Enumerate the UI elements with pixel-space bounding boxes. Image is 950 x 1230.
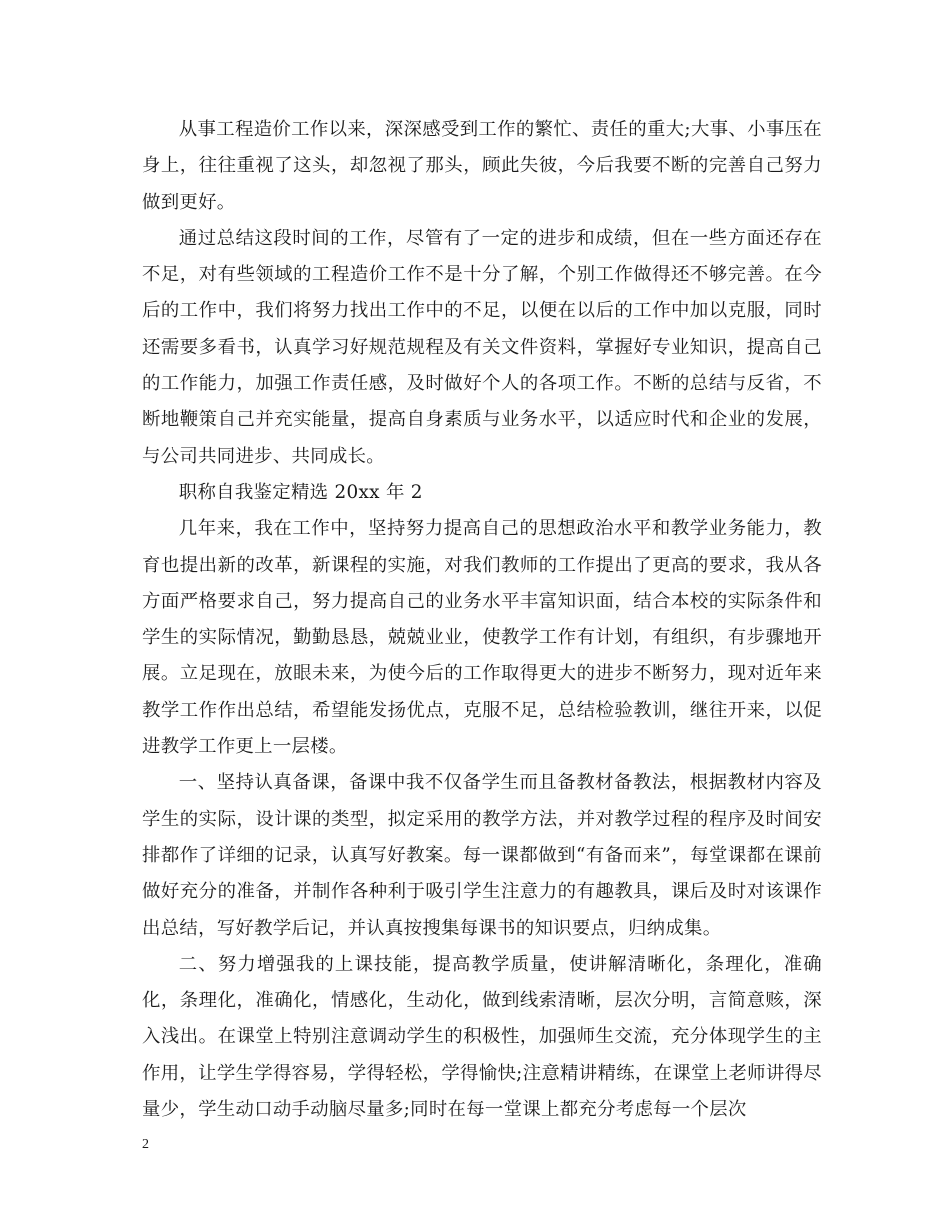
paragraph-work-summary: 通过总结这段时间的工作，尽管有了一定的进步和成绩，但在一些方面还存在不足，对有些领域的工程造价工作不是十分了解，个别工作做得还不够完善。在今后的工作中，我们将努力找出工作中的不足，以便在以后的工作中加以克服，同时还需要多看书，认真学习好规范规程及有关文件资料，掌握好专业知识，提高自己的工作能力，加强工作责任感，及时做好个人的各项工作。不断的总结与反省，不断地鞭策自己并充实能量，提高自身素质与业务水平，以适应时代和企业的发展，与公司共同进步、共同成长。 xyxy=(142,227,822,467)
paragraph-cost-work-intro: 从事工程造价工作以来，深深感受到工作的繁忙、责任的重大;大事、小事压在身上，往往重视了这头，却忽视了那头，顾此失彼，今后我要不断的完善自己努力做到更好。 xyxy=(142,119,822,213)
document-body xyxy=(142,112,822,1128)
page-number: 2 xyxy=(142,1137,149,1152)
paragraph-teaching-skills: 二、努力增强我的上课技能，提高教学质量，使讲解清晰化，条理化，准确化，条理化，准确化，情感化，生动化，做到线索清晰，层次分明，言简意赅，深入浅出。在课堂上特别注意调动学生的积极性，加强师生交流，充分体现学生的主作用，让学生学得容易，学得轻松，学得愉快;注意精讲精练，在课堂上老师讲得尽量少，学生动口动手动脑尽量多;同时在每一堂课上都充分考虑每一个层次 xyxy=(142,953,822,1121)
paragraph-lesson-preparation: 一、坚持认真备课，备课中我不仅备学生而且备教材备教法，根据教材内容及学生的实际，设计课的类型，拟定采用的教学方法，并对教学过程的程序及时间安排都作了详细的记录，认真写好教案。每一课都做到“有备而来”，每堂课都在课前做好充分的准备，并制作各种利于吸引学生注意力的有趣教具，课后及时对该课作出总结，写好教学后记，并认真按搜集每课书的知识要点，归纳成集。 xyxy=(142,772,822,939)
section-heading: 职称自我鉴定精选 20xx 年 2 xyxy=(178,481,423,503)
paragraph-teaching-overview: 几年来，我在工作中，坚持努力提高自己的思想政治水平和教学业务能力，教育也提出新的改革，新课程的实施，对我们教师的工作提出了更高的要求，我从各方面严格要求自己，努力提高自己的业务水平丰富知识面，结合本校的实际条件和学生的实际情况，勤勤恳恳，兢兢业业，使教学工作有计划，有组织，有步骤地开展。立足现在，放眼未来，为使今后的工作取得更大的进步不断努力，现对近年来教学工作作出总结，希望能发扬优点，克服不足，总结检验教训，继往开来，以促进教学工作更上一层楼。 xyxy=(142,518,822,758)
